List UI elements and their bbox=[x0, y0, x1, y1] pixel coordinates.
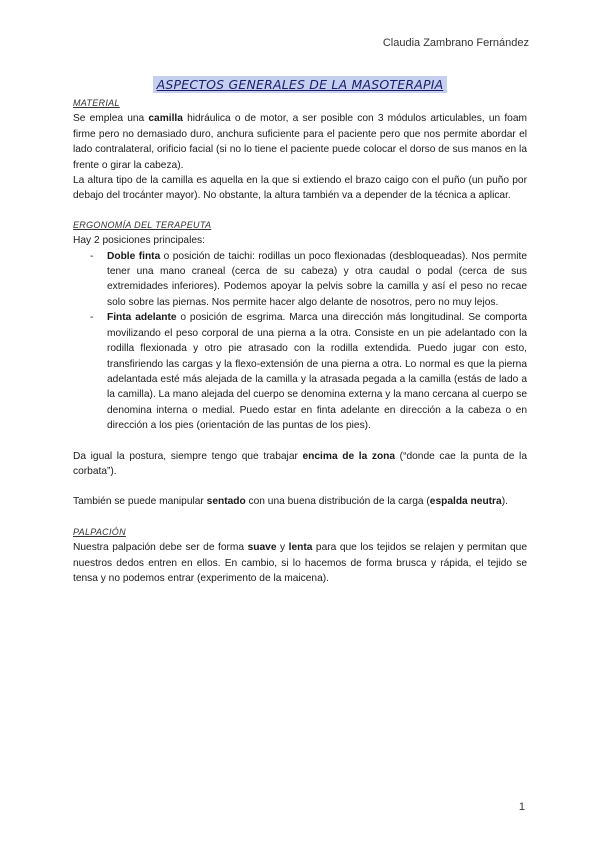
section-heading-material: MATERIAL bbox=[73, 98, 120, 108]
bold-text: suave bbox=[247, 542, 277, 554]
bold-text: encima de la zona bbox=[302, 450, 396, 462]
text-run: Nuestra palpación debe ser de forma bbox=[73, 542, 248, 554]
header-author: Claudia Zambrano Fernández bbox=[382, 37, 529, 49]
paragraph-ergonomia-intro: Hay 2 posiciones principales: bbox=[73, 235, 205, 247]
dash-bullet: - bbox=[90, 312, 94, 324]
paragraph-material-1 bbox=[73, 111, 527, 173]
text-run: (“donde cae la punta de la corbata”). bbox=[73, 450, 527, 477]
bold-text: lenta bbox=[288, 542, 313, 554]
text-run: para que los tejidos se relajen y permitan que nuestros dedos entren en ellos. En cambio, si lo hacemos de forma brusca y rápida, el tejido se tensa y no podemos entrar (experimento de la maicena). bbox=[73, 542, 527, 584]
text-run: Se emplea una bbox=[73, 113, 149, 125]
paragraph-palpacion bbox=[73, 540, 527, 586]
section-heading-palpacion: PALPACIÓN bbox=[73, 526, 126, 537]
text-run: y bbox=[276, 542, 289, 554]
paragraph-material-2: La altura tipo de la camilla es aquella en la que si extiendo el brazo caigo con el puño (un puño por debajo del trocánter mayor). No obstante, la altura también va a depender de la técnica a aplicar. bbox=[73, 175, 527, 202]
text-run: o posición de taichi: rodillas un poco flexionadas (desbloqueadas). Nos permite tener una mano craneal (cerca de su cabeza) y otra caudal o podal (cerca de sus extremidades inferiores). Podemos apoyar la pelvis sobre la camilla y así el peso no recae solo sobre las piernas. Nos permite hacer algo delante de nosotros, pero no muy lejos. bbox=[107, 250, 527, 308]
paragraph-postura bbox=[73, 449, 527, 480]
page-number: 1 bbox=[518, 801, 525, 813]
section-heading-ergonomia: ERGONOMÍA DEL TERAPEUTA bbox=[73, 219, 212, 230]
text-run: con una buena distribución de la carga ( bbox=[245, 496, 430, 508]
text-run: También se puede manipular bbox=[73, 496, 207, 508]
bold-text: sentado bbox=[206, 496, 246, 508]
list-item bbox=[90, 310, 527, 433]
dash-bullet: - bbox=[90, 250, 94, 262]
bold-text: Finta adelante bbox=[107, 312, 177, 324]
list-item bbox=[90, 249, 527, 311]
bold-text: espalda neutra bbox=[429, 496, 502, 508]
text-run: Da igual la postura, siempre tengo que trabajar bbox=[73, 450, 303, 462]
bold-text: camilla bbox=[148, 113, 183, 125]
text-run: o posición de esgrima. Marca una dirección más longitudinal. Se comporta movilizando el peso corporal de una pierna a la otra. Consiste en un pie adelantado con la rodilla flexionada y otro pie atrasado con la rodilla extendida. Puedo jugar con esto, transfiriendo las cargas y la flexo-extensión de una pierna a otra. Lo normal es que la pierna adelantada esté más alejada de la camilla y la atrasada pegada a la camilla (estás de lado a la camilla). La mano alejada del cuerpo se denomina externa y la mano cercana al cuerpo se denomina interna o medial. Puedo estar en finta adelante en dirección a la cabeza o en dirección a los pies (orientación de las puntas de los pies). bbox=[107, 312, 527, 432]
page-title: ASPECTOS GENERALES DE LA MASOTERAPIA bbox=[153, 76, 448, 93]
text-run: hidráulica o de motor, a ser posible con 3 módulos articulables, un foam firme pero no demasiado duro, anchura suficiente para el paciente pero que nos permite abordar el lado contralateral, orificio facial (si no lo tiene el paciente puede colocar el dorso de sus manos en la frente o girar la cabeza). bbox=[73, 113, 527, 171]
paragraph-sentado bbox=[73, 494, 527, 509]
title-container bbox=[0, 76, 600, 94]
document-body bbox=[73, 96, 527, 586]
bold-text: Doble finta bbox=[107, 250, 161, 262]
text-run: ). bbox=[501, 496, 508, 508]
positions-list bbox=[73, 249, 527, 434]
